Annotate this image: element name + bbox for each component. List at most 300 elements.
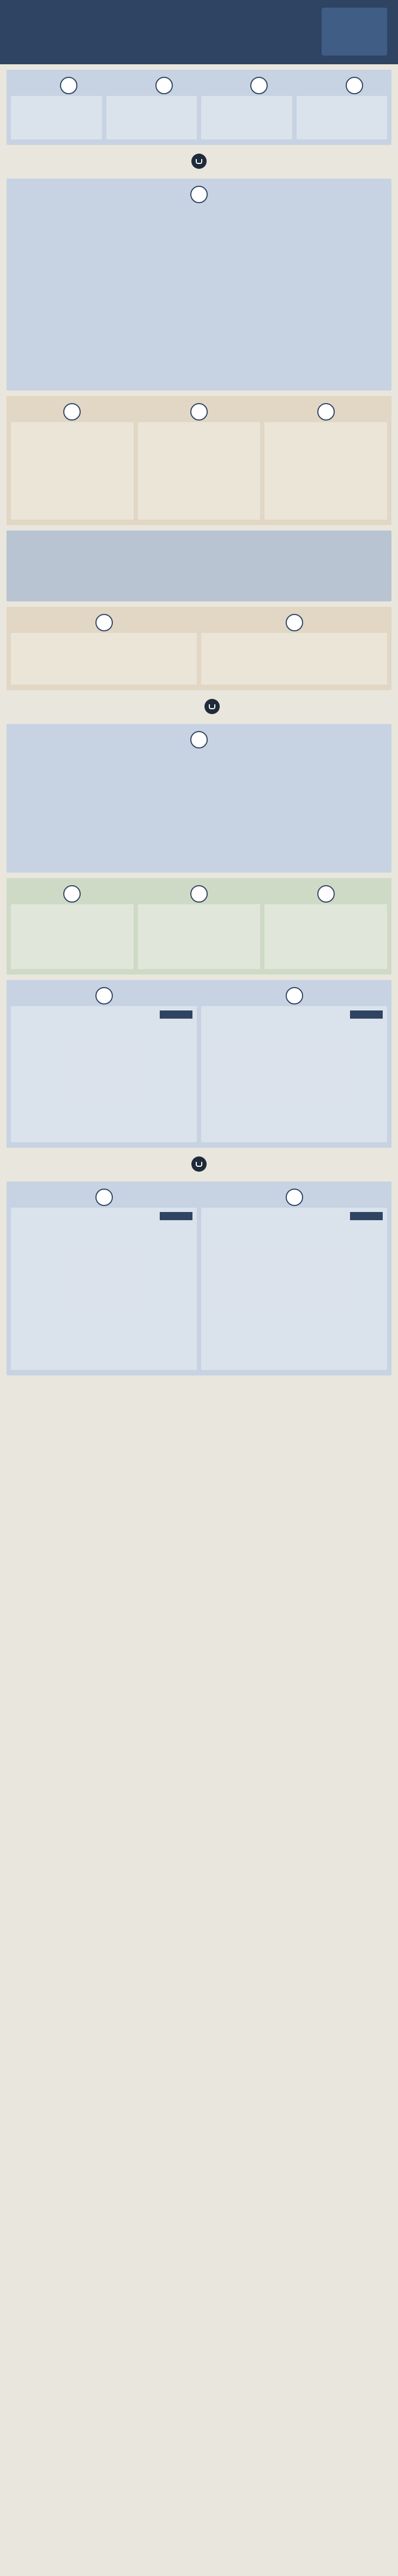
update-line — [204, 1224, 384, 1229]
session-line — [11, 790, 387, 796]
update-line — [14, 1309, 194, 1314]
update-line — [14, 1075, 194, 1080]
course-item — [268, 485, 384, 490]
update-line — [204, 1355, 384, 1360]
video-line — [268, 941, 384, 946]
course-item — [14, 459, 130, 464]
course-item — [268, 491, 384, 497]
course-item — [14, 485, 130, 490]
session-line — [11, 252, 387, 258]
session-codes — [110, 128, 194, 135]
session-line — [11, 230, 387, 236]
session-line — [11, 847, 387, 853]
room-time-row — [11, 612, 197, 633]
room-4-badge — [346, 77, 363, 94]
conference-title — [11, 536, 387, 543]
room-slot — [11, 75, 102, 139]
session-lines — [11, 223, 387, 385]
room-1-badge — [60, 77, 77, 94]
course-slot — [11, 401, 134, 520]
video-line — [14, 915, 130, 920]
update-line — [14, 1055, 194, 1061]
course-grid — [11, 401, 387, 520]
session-line — [11, 805, 387, 811]
update-line — [204, 1283, 384, 1288]
video-card — [264, 904, 387, 969]
room-badge — [286, 614, 303, 631]
course-item — [141, 472, 257, 477]
session-line — [11, 372, 387, 378]
video-line — [14, 954, 130, 959]
course-item — [141, 491, 257, 497]
closing-subtitle — [7, 1396, 391, 1402]
forum-line — [14, 663, 194, 668]
course-slot — [264, 401, 387, 520]
session-person — [110, 113, 194, 118]
session-title — [11, 750, 387, 757]
session-line — [11, 322, 387, 328]
video-line — [14, 921, 130, 927]
update-line — [14, 1335, 194, 1341]
update-slot — [11, 1187, 197, 1370]
room-badge — [95, 1189, 113, 1206]
session-card — [11, 96, 102, 139]
forum-line — [204, 656, 384, 662]
update-line — [14, 1361, 194, 1367]
conference-subtitle — [11, 544, 387, 549]
update-line — [14, 1114, 194, 1119]
course-item — [268, 511, 384, 516]
closing-time — [7, 1383, 391, 1390]
room-badge — [63, 885, 81, 903]
update-line — [204, 1107, 384, 1113]
update-grid-2 — [11, 1187, 387, 1370]
session-block-4 — [7, 531, 391, 601]
update-line — [14, 1081, 194, 1087]
session-line — [11, 833, 387, 839]
update-label — [160, 1212, 192, 1220]
update-line — [14, 1134, 194, 1139]
update-line — [204, 1231, 384, 1236]
update-line — [204, 1055, 384, 1061]
session-block-1 — [7, 70, 391, 145]
room-time-row — [11, 884, 134, 904]
update-line — [14, 1276, 194, 1282]
update-line — [204, 1289, 384, 1295]
date-month — [325, 37, 384, 45]
update-line — [14, 1231, 194, 1236]
update-line — [204, 1270, 384, 1275]
update-line — [204, 1049, 384, 1054]
video-line — [141, 934, 257, 940]
video-slot — [138, 884, 261, 969]
session-lines — [11, 762, 387, 867]
room-time-row — [264, 401, 387, 422]
video-line — [268, 921, 384, 927]
course-item — [268, 478, 384, 484]
session-line — [11, 583, 387, 589]
room-3-badge — [250, 77, 268, 94]
update-line — [14, 1127, 194, 1132]
update-line — [204, 1237, 384, 1243]
update-line — [204, 1302, 384, 1308]
video-slot — [11, 884, 134, 969]
course-item — [14, 478, 130, 484]
course-item — [268, 459, 384, 464]
video-line — [141, 941, 257, 946]
session-line — [11, 576, 387, 582]
update-line — [204, 1361, 384, 1367]
video-line — [268, 928, 384, 933]
session-line — [11, 287, 387, 293]
update-line — [14, 1062, 194, 1067]
room-time-row — [11, 184, 387, 205]
session-block-7 — [7, 878, 391, 975]
session-subtitle — [300, 106, 384, 112]
room-badge — [63, 403, 81, 421]
session-block-6 — [7, 724, 391, 873]
video-line — [14, 947, 130, 953]
room-time-row — [138, 884, 261, 904]
update-line — [204, 1342, 384, 1347]
video-card — [11, 904, 134, 969]
update-slot — [11, 985, 197, 1142]
course-item — [268, 465, 384, 471]
update-slot — [201, 985, 387, 1142]
session-codes — [14, 128, 99, 135]
closing-title — [7, 1390, 391, 1396]
session-line — [11, 769, 387, 775]
update-line — [14, 1042, 194, 1048]
video-line — [14, 941, 130, 946]
update-line — [14, 1289, 194, 1295]
course-item — [14, 446, 130, 451]
update-label — [350, 1212, 383, 1220]
course-item — [141, 439, 257, 444]
room-badge — [286, 1189, 303, 1206]
session-line — [11, 223, 387, 229]
course-item — [268, 439, 384, 444]
update-line — [204, 1322, 384, 1327]
session-block-9 — [7, 1182, 391, 1375]
course-item — [141, 504, 257, 510]
update-slot — [201, 1187, 387, 1370]
update-line — [204, 1263, 384, 1269]
course-item — [14, 491, 130, 497]
course-title — [268, 425, 384, 431]
update-line — [204, 1068, 384, 1074]
session-person — [14, 119, 99, 125]
conference-lines — [11, 555, 387, 596]
update-line — [14, 1283, 194, 1288]
session-subtitle — [11, 212, 387, 218]
update-line — [204, 1081, 384, 1087]
course-item — [141, 446, 257, 451]
forum-card — [11, 633, 197, 685]
session-line — [11, 840, 387, 846]
course-item — [141, 498, 257, 503]
update-line — [204, 1120, 384, 1126]
session-title — [110, 99, 194, 105]
update-card — [201, 1208, 387, 1370]
update-line — [14, 1036, 194, 1041]
update-line — [204, 1114, 384, 1119]
page-title — [11, 8, 262, 21]
update-line — [14, 1296, 194, 1301]
update-card — [11, 1208, 197, 1370]
forum-line — [14, 643, 194, 649]
course-item — [268, 504, 384, 510]
course-item — [141, 485, 257, 490]
page-header — [0, 0, 398, 64]
update-line — [204, 1101, 384, 1106]
course-card — [138, 422, 261, 520]
forum-line — [204, 650, 384, 655]
forum-line — [14, 669, 194, 675]
date-weekday — [325, 45, 384, 52]
forum-card — [201, 633, 387, 685]
coffee-cup-icon — [191, 154, 207, 169]
session-line — [11, 358, 387, 364]
update-line — [14, 1022, 194, 1028]
forum-line — [204, 676, 384, 681]
update-line — [204, 1316, 384, 1321]
update-line — [14, 1101, 194, 1106]
session-line — [11, 330, 387, 336]
video-line — [141, 947, 257, 953]
session-card — [201, 96, 292, 139]
video-line — [14, 960, 130, 966]
course-item — [14, 439, 130, 444]
update-line — [14, 1355, 194, 1360]
video-line — [268, 934, 384, 940]
update-line — [14, 1257, 194, 1262]
update-line — [14, 1120, 194, 1126]
room-badge — [95, 987, 113, 1004]
course-card — [11, 422, 134, 520]
room-badge — [317, 403, 335, 421]
course-item — [14, 465, 130, 471]
update-line — [14, 1316, 194, 1321]
session-person — [204, 119, 289, 125]
lunch-break — [0, 695, 398, 718]
session-title — [14, 99, 99, 105]
update-line — [14, 1270, 194, 1275]
update-line — [204, 1335, 384, 1341]
forum-line — [14, 656, 194, 662]
course-item — [268, 472, 384, 477]
video-line — [268, 954, 384, 959]
room-time-row — [11, 1187, 197, 1208]
update-card — [201, 1006, 387, 1142]
update-line — [204, 1075, 384, 1080]
update-line — [204, 1094, 384, 1100]
room-time-row — [264, 884, 387, 904]
room-slot — [297, 75, 388, 139]
video-line — [268, 947, 384, 953]
forum-line — [204, 643, 384, 649]
video-title — [268, 908, 384, 914]
room-slot — [106, 75, 197, 139]
session-line — [11, 776, 387, 782]
session-line — [11, 280, 387, 286]
course-item — [14, 511, 130, 516]
course-card — [264, 422, 387, 520]
update-line — [204, 1029, 384, 1034]
date-day — [325, 11, 384, 37]
update-line — [204, 1127, 384, 1132]
update-line — [14, 1094, 194, 1100]
video-grid — [11, 884, 387, 969]
video-title — [141, 908, 257, 914]
update-line — [14, 1302, 194, 1308]
room-badge — [286, 987, 303, 1004]
room-time-row — [11, 985, 197, 1006]
session-card — [106, 96, 197, 139]
course-item — [14, 452, 130, 458]
update-line — [204, 1348, 384, 1354]
course-item — [141, 511, 257, 516]
session-subtitle — [204, 106, 289, 112]
date-badge — [322, 8, 387, 56]
update-line — [14, 1049, 194, 1054]
update-line — [204, 1022, 384, 1028]
session-card — [297, 96, 388, 139]
video-card — [138, 904, 261, 969]
update-card — [11, 1006, 197, 1142]
update-line — [204, 1088, 384, 1093]
forum-title — [14, 636, 194, 642]
course-title — [141, 425, 257, 431]
session-subtitle — [14, 106, 99, 112]
forum-title — [204, 636, 384, 642]
session-line — [11, 797, 387, 803]
video-line — [141, 960, 257, 966]
room-time-row — [11, 401, 134, 422]
course-item — [268, 452, 384, 458]
course-subtitle — [141, 433, 257, 438]
update-line — [204, 1134, 384, 1139]
forum-line — [204, 663, 384, 668]
course-item — [141, 465, 257, 471]
room-1-badge — [190, 731, 208, 748]
session-line — [11, 555, 387, 561]
update-line — [204, 1250, 384, 1256]
session-line — [11, 365, 387, 371]
session-line — [11, 819, 387, 825]
course-subtitle — [268, 433, 384, 438]
forum-slot — [201, 612, 387, 685]
update-line — [204, 1042, 384, 1048]
session-line — [11, 826, 387, 832]
session-line — [11, 315, 387, 321]
session-line — [11, 569, 387, 575]
room-badge — [190, 403, 208, 421]
session-person — [14, 113, 99, 118]
room-time-row — [201, 75, 292, 96]
video-line — [14, 934, 130, 940]
session-codes — [204, 128, 289, 135]
video-line — [14, 928, 130, 933]
session-block-2 — [7, 179, 391, 391]
update-grid-1 — [11, 985, 387, 1142]
room-time-row — [201, 1187, 387, 1208]
session-line — [11, 351, 387, 357]
update-line — [204, 1244, 384, 1249]
session-line — [11, 379, 387, 385]
course-title — [14, 425, 130, 431]
session-line — [11, 294, 387, 300]
course-item — [268, 446, 384, 451]
video-line — [141, 928, 257, 933]
session-line — [11, 762, 387, 768]
room-1-badge — [190, 186, 208, 203]
session-line — [11, 237, 387, 243]
room-time-row — [11, 729, 387, 750]
session-line — [11, 259, 387, 265]
session-line — [11, 783, 387, 789]
room-time-row — [201, 612, 387, 633]
course-item — [141, 452, 257, 458]
update-line — [14, 1322, 194, 1327]
session-title — [11, 205, 387, 211]
room-badge — [190, 885, 208, 903]
update-line — [204, 1257, 384, 1262]
session-person — [300, 119, 384, 125]
update-line — [14, 1329, 194, 1334]
update-line — [14, 1250, 194, 1256]
course-item — [141, 478, 257, 484]
session-line — [11, 308, 387, 314]
session-line — [11, 337, 387, 343]
closing-footer — [7, 1383, 391, 1402]
forum-line — [14, 650, 194, 655]
room-2-badge — [155, 77, 173, 94]
forum-grid — [11, 612, 387, 685]
update-line — [204, 1036, 384, 1041]
session-person — [300, 113, 384, 118]
update-line — [14, 1224, 194, 1229]
room-time-row — [201, 985, 387, 1006]
session-line — [11, 273, 387, 279]
update-line — [14, 1029, 194, 1034]
update-line — [14, 1263, 194, 1269]
room-slot — [201, 75, 292, 139]
session-title — [300, 99, 384, 105]
video-line — [141, 954, 257, 959]
session-line — [11, 562, 387, 568]
session-line — [11, 301, 387, 307]
session-codes — [300, 128, 384, 135]
update-line — [14, 1237, 194, 1243]
update-line — [14, 1088, 194, 1093]
video-line — [141, 921, 257, 927]
course-item — [141, 459, 257, 464]
video-line — [268, 915, 384, 920]
update-line — [204, 1309, 384, 1314]
session-person — [204, 113, 289, 118]
session-line — [11, 812, 387, 818]
update-label — [160, 1010, 192, 1019]
update-line — [14, 1342, 194, 1347]
video-title — [14, 908, 130, 914]
session-title — [204, 99, 289, 105]
session-line — [11, 854, 387, 860]
update-line — [14, 1068, 194, 1074]
update-line — [14, 1244, 194, 1249]
forum-line — [204, 669, 384, 675]
room-time-row — [297, 75, 388, 96]
